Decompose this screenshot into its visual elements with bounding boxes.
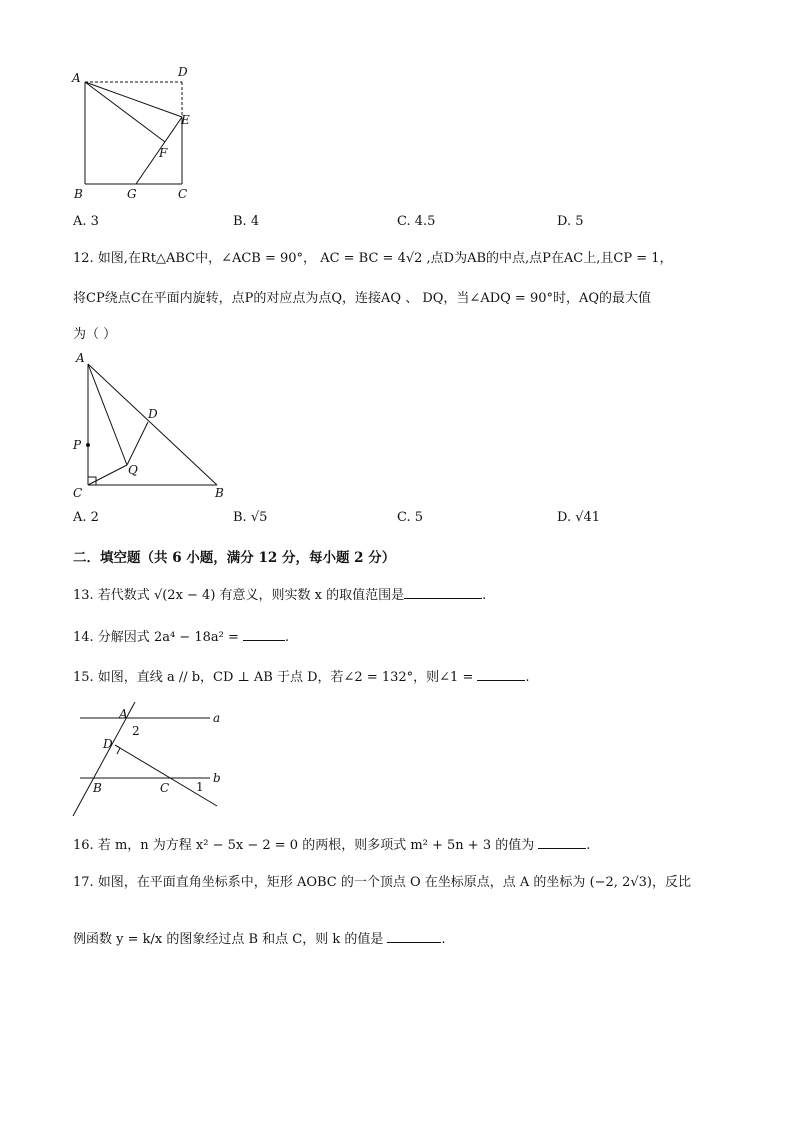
q16 — [73, 834, 590, 855]
q15-answer-blank[interactable] — [477, 666, 525, 681]
q17-period: . — [441, 932, 446, 947]
q13 — [73, 584, 486, 605]
fig12-side-ab — [88, 364, 217, 485]
q16-text: 16. 若 m，n 为方程 x² − 5x − 2 = 0 的两根，则多项式 m² + 5n + 3 的值为 — [73, 838, 535, 853]
q11-option-c: C. 4.5 — [397, 214, 436, 229]
fig11-label-c: C — [178, 187, 188, 201]
fig11-label-e: E — [181, 113, 190, 127]
fig12-label-q: Q — [128, 463, 138, 477]
q16-period: . — [586, 838, 591, 853]
figure-q12 — [60, 348, 235, 503]
q11-option-d: D. 5 — [557, 214, 584, 229]
q12-option-c: C. 5 — [397, 510, 424, 525]
fig12-seg-dq — [127, 422, 148, 465]
q12-line-3: 为（ ） — [73, 327, 117, 342]
fig11-label-g: G — [127, 187, 137, 201]
fig15-line-dc — [115, 745, 217, 806]
fig15-label-b-line: b — [213, 771, 221, 785]
q14-text: 14. 分解因式 2a⁴ − 18a² = — [73, 630, 239, 645]
fig12-seg-cq — [88, 465, 127, 485]
fig15-label-1: 1 — [196, 780, 204, 794]
fig11-label-a: A — [72, 71, 81, 85]
fig12-label-b: B — [215, 486, 224, 500]
q15-period: . — [525, 670, 530, 685]
q12-line-1: 12. 如图,在Rt△ABC中，∠ACB = 90°， AC = BC = 4√2 ,点D为AB的中点,点P在AC上,且CP = 1， — [73, 251, 673, 266]
q11-option-b: B. 4 — [233, 214, 260, 229]
q15 — [73, 666, 530, 687]
q13-period: . — [482, 588, 487, 603]
q14-answer-blank[interactable] — [243, 626, 285, 641]
q17-answer-blank[interactable] — [387, 928, 441, 943]
q11-option-a: A. 3 — [73, 214, 99, 229]
fig11-label-d: D — [178, 65, 188, 79]
q17-line-1: 17. 如图，在平面直角坐标系中，矩形 AOBC 的一个顶点 O 在坐标原点，点 A 的坐标为 (−2, 2√3)，反比 — [73, 875, 691, 890]
figure-q15 — [65, 698, 235, 823]
q16-answer-blank[interactable] — [538, 834, 586, 849]
fig15-label-b-point: B — [93, 781, 102, 795]
fig12-label-p: P — [73, 438, 82, 452]
fig12-point-p — [86, 443, 90, 447]
q13-text: 13. 若代数式 √(2x − 4) 有意义，则实数 x 的取值范围是 — [73, 588, 405, 603]
fig11-label-f: F — [159, 146, 168, 160]
q14-period: . — [284, 630, 289, 645]
q12-option-d: D. √41 — [557, 510, 601, 525]
q15-text: 15. 如图，直线 a // b，CD ⊥ AB 于点 D，若∠2 = 132°，则∠1 = — [73, 670, 474, 685]
q17-line-2 — [73, 928, 446, 949]
q12-line-2: 将CP绕点C在平面内旋转，点P的对应点为点Q，连接AQ 、 DQ，当∠ADQ = 90°时，AQ的最大值 — [73, 291, 652, 306]
fig12-label-c: C — [73, 486, 83, 500]
section-2-title: 二．填空题（共 6 小题，满分 12 分，每小题 2 分） — [73, 550, 396, 566]
fig12-seg-aq — [88, 364, 127, 465]
fig12-label-a: A — [76, 351, 85, 365]
fig12-label-d: D — [148, 407, 158, 421]
fig15-label-c: C — [160, 781, 170, 795]
fig15-label-2: 2 — [132, 724, 140, 738]
figure-q11 — [60, 60, 220, 210]
q12-option-a: A. 2 — [73, 510, 99, 525]
fig11-seg-af — [85, 82, 165, 142]
fig15-right-angle-mark — [115, 745, 120, 754]
fig11-label-b: B — [74, 187, 83, 201]
q17-text: 例函数 y = k/x 的图象经过点 B 和点 C，则 k 的值是 — [73, 932, 384, 947]
q13-answer-blank[interactable] — [404, 584, 482, 599]
fig15-label-a-point: A — [119, 707, 128, 721]
fig15-label-a-line: a — [213, 711, 221, 725]
fig11-seg-ae — [85, 82, 182, 117]
q12-option-b: B. √5 — [233, 510, 268, 525]
fig15-label-d: D — [103, 737, 113, 751]
q14 — [73, 626, 289, 647]
